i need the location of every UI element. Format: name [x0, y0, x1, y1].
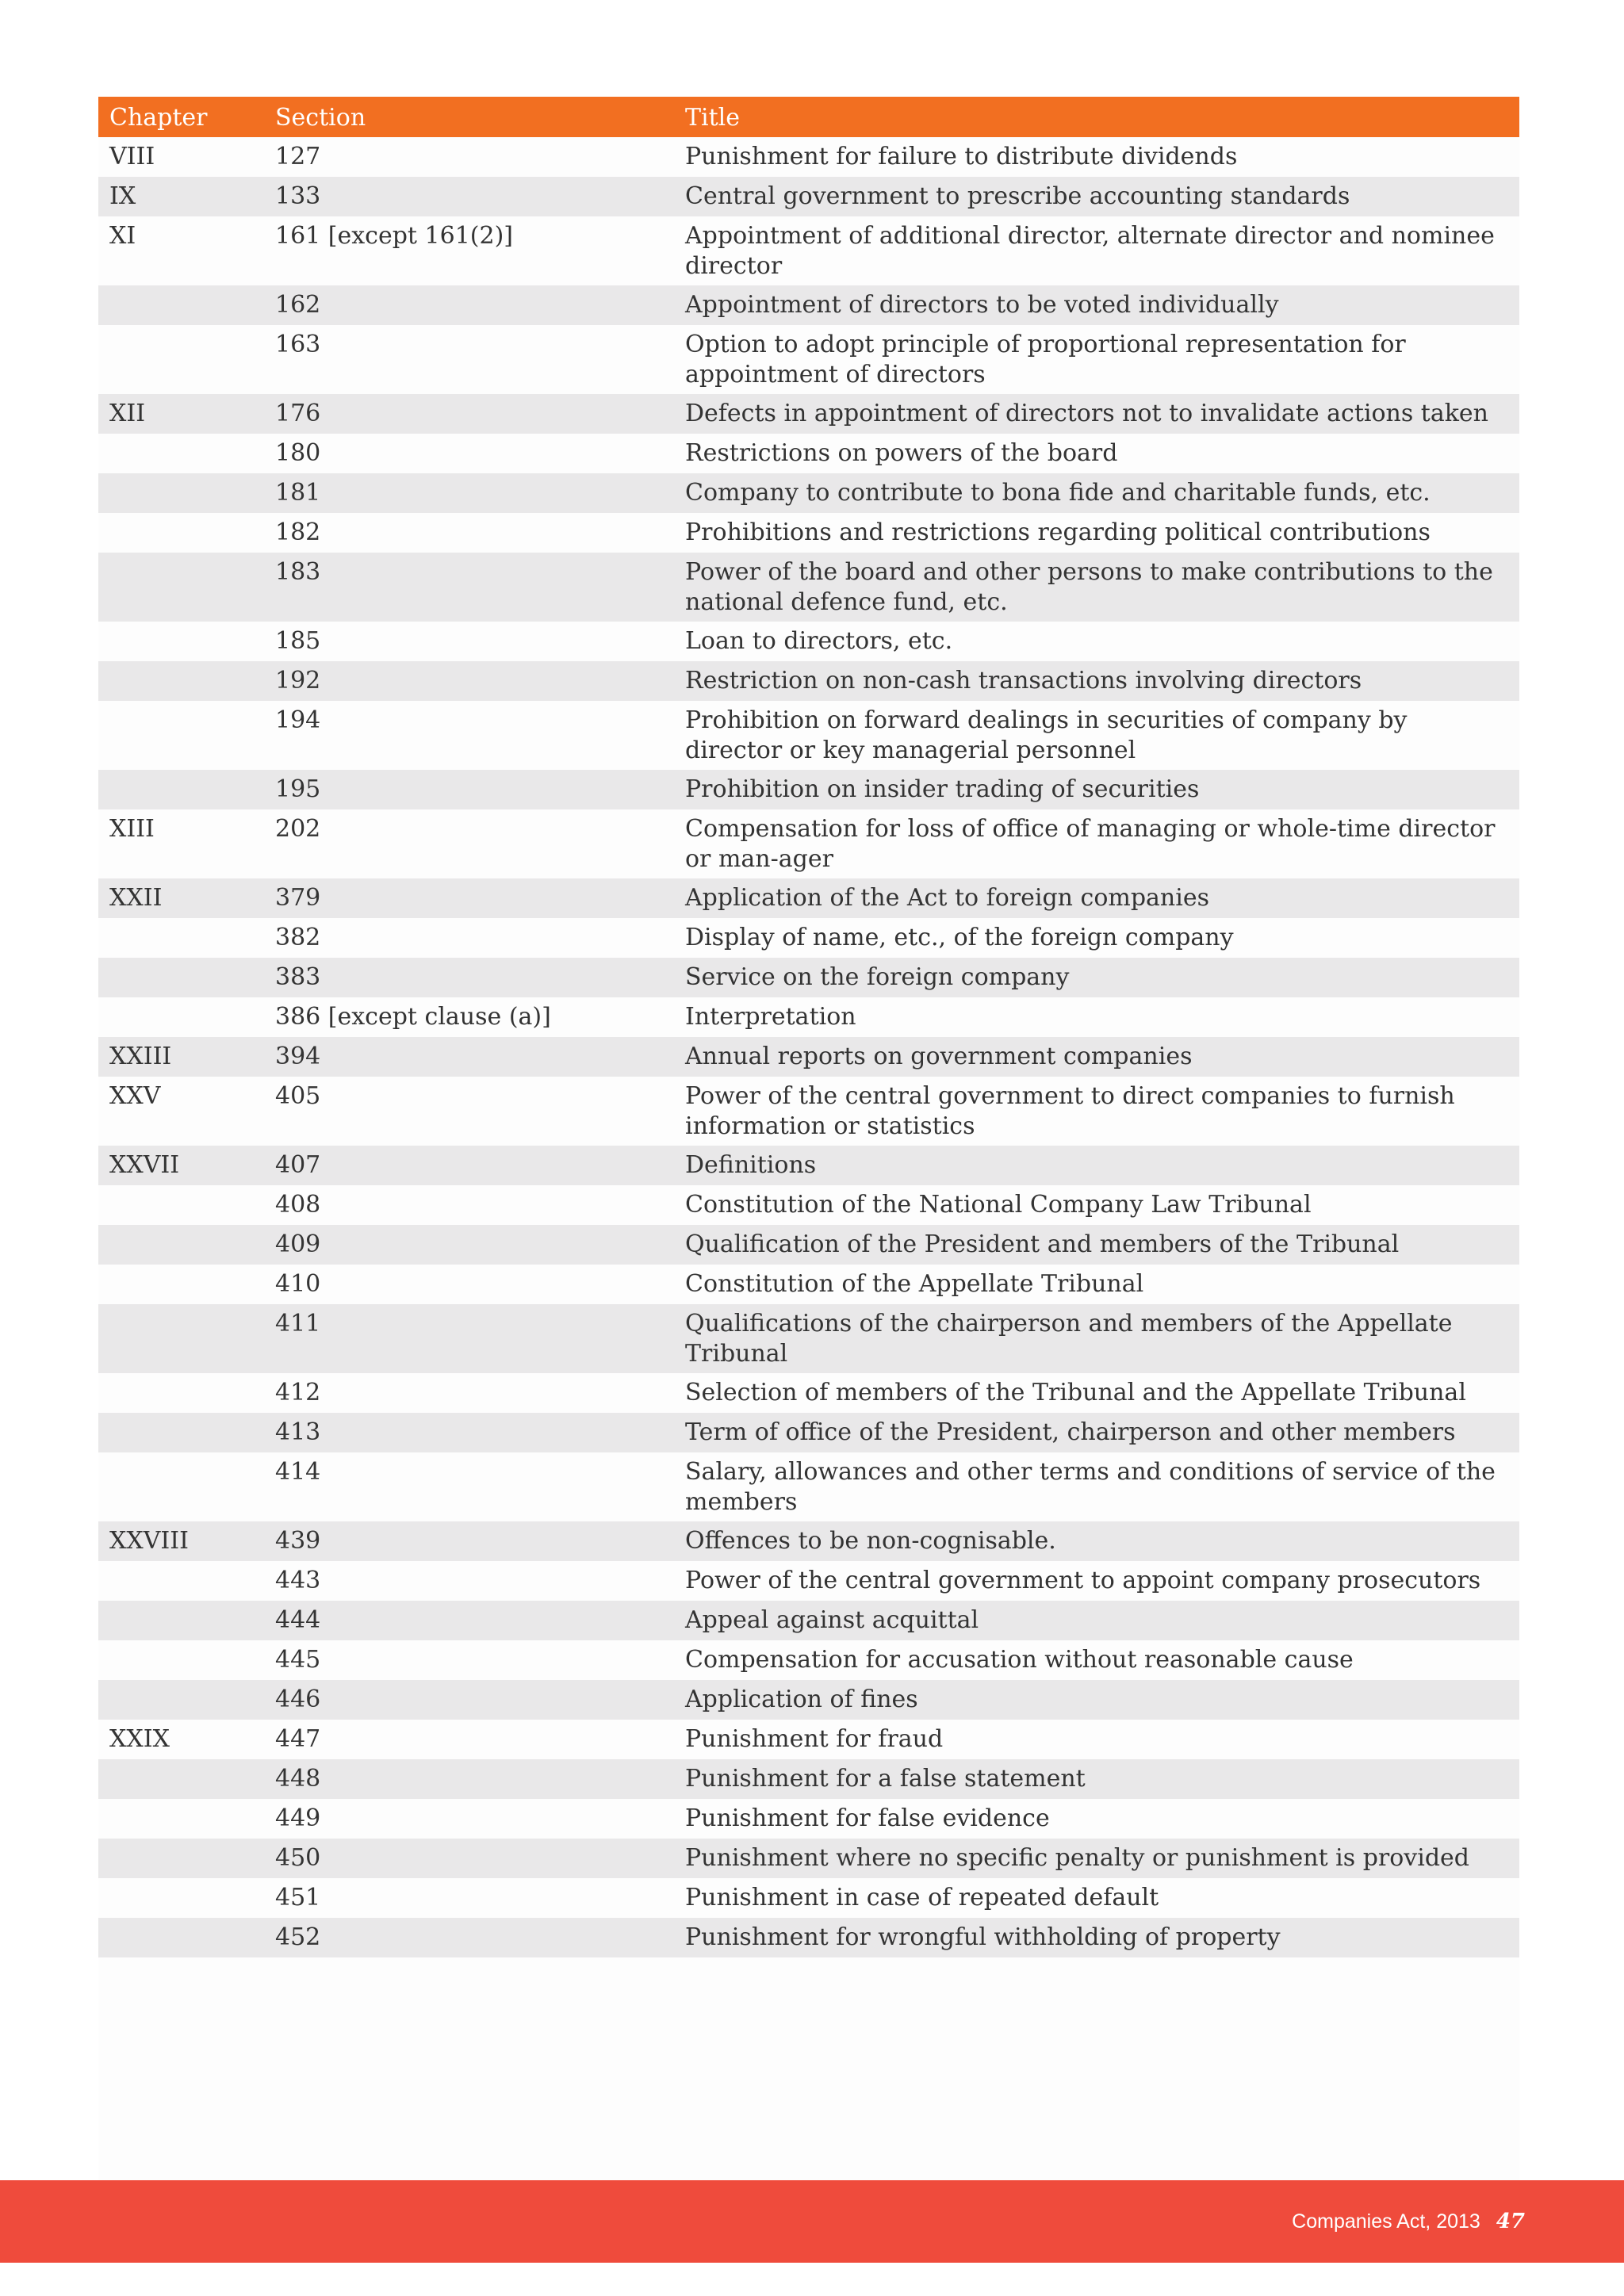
table-row	[98, 958, 1519, 997]
table-row	[98, 878, 1519, 918]
table-row	[98, 1878, 1519, 1918]
chapter-cell	[98, 553, 264, 622]
title-cell: Option to adopt principle of proportional representation for appointment of directors	[685, 331, 1406, 388]
title-cell: Central government to prescribe accounting standards	[685, 182, 1350, 210]
section-cell: 181	[275, 479, 321, 507]
chapter-cell	[98, 325, 264, 394]
title-cell: Restriction on non-cash transactions involving directors	[685, 667, 1362, 695]
header-chapter: Chapter	[109, 103, 208, 132]
chapter-cell	[98, 1799, 264, 1839]
table-row	[98, 1077, 1519, 1146]
section-cell: 183	[275, 558, 321, 586]
table-row	[98, 473, 1519, 513]
table-row	[98, 513, 1519, 553]
title-cell: Punishment for wrongful withholding of property	[685, 1923, 1281, 1951]
chapter-cell	[98, 918, 264, 958]
chapter-cell	[98, 1640, 264, 1680]
chapter-cell	[98, 434, 264, 473]
chapter-cell: XXIII	[109, 1043, 172, 1070]
chapter-cell	[98, 1304, 264, 1373]
chapter-cell	[98, 701, 264, 770]
sections-table	[98, 97, 1519, 1957]
table-row	[98, 137, 1519, 177]
title-cell: Punishment where no specific penalty or punishment is provided	[685, 1844, 1470, 1872]
title-cell: Application of fines	[685, 1686, 918, 1713]
section-cell: 407	[275, 1151, 321, 1179]
table-row	[98, 1185, 1519, 1225]
section-cell: 451	[275, 1884, 321, 1911]
chapter-cell	[98, 1561, 264, 1601]
chapter-cell	[98, 1265, 264, 1304]
title-cell: Qualification of the President and members of the Tribunal	[685, 1230, 1400, 1258]
chapter-cell	[98, 1759, 264, 1799]
header-section: Section	[275, 103, 366, 132]
title-cell: Punishment for false evidence	[685, 1804, 1050, 1832]
header-title: Title	[685, 103, 741, 132]
section-cell: 176	[275, 400, 321, 427]
chapter-cell	[98, 1918, 264, 1957]
title-cell: Appeal against acquittal	[685, 1606, 979, 1634]
chapter-cell	[98, 1225, 264, 1265]
table-row	[98, 1799, 1519, 1839]
section-cell: 409	[275, 1230, 321, 1258]
section-cell: 202	[275, 815, 321, 843]
title-cell: Company to contribute to bona fide and charitable funds, etc.	[685, 479, 1431, 507]
table-row	[98, 285, 1519, 325]
title-cell: Application of the Act to foreign companies	[685, 884, 1209, 912]
table-row	[98, 553, 1519, 622]
chapter-cell	[98, 1373, 264, 1413]
title-cell: Salary, allowances and other terms and conditions of service of the members	[685, 1458, 1496, 1516]
table-row	[98, 1561, 1519, 1601]
footer-text	[1292, 2209, 1525, 2234]
chapter-cell: XXV	[109, 1082, 161, 1110]
section-cell: 444	[275, 1606, 321, 1634]
title-cell: Qualifications of the chairperson and members of the Appellate Tribunal	[685, 1310, 1453, 1368]
chapter-cell: XXVII	[109, 1151, 180, 1179]
chapter-cell	[98, 1601, 264, 1640]
chapter-cell	[98, 622, 264, 661]
section-cell: 450	[275, 1844, 321, 1872]
table-row	[98, 325, 1519, 394]
section-cell: 439	[275, 1527, 321, 1555]
table-row	[98, 434, 1519, 473]
section-cell: 194	[275, 706, 321, 734]
section-cell: 182	[275, 519, 321, 546]
chapter-cell	[98, 1185, 264, 1225]
table-row	[98, 1452, 1519, 1521]
title-cell: Punishment for a false statement	[685, 1765, 1086, 1793]
table-header	[98, 97, 1519, 137]
title-cell: Punishment for failure to distribute dividends	[685, 143, 1238, 170]
chapter-cell	[98, 770, 264, 809]
section-cell: 379	[275, 884, 321, 912]
table-row	[98, 1413, 1519, 1452]
section-cell: 452	[275, 1923, 321, 1951]
chapter-cell	[98, 1452, 264, 1521]
table-row	[98, 1304, 1519, 1373]
table-row	[98, 1720, 1519, 1759]
chapter-cell	[98, 958, 264, 997]
title-cell: Appointment of additional director, alternate director and nominee director	[685, 222, 1495, 280]
chapter-cell: IX	[109, 182, 136, 210]
chapter-cell	[98, 997, 264, 1037]
section-cell: 449	[275, 1804, 321, 1832]
title-cell: Compensation for loss of office of managing or whole-time director or man-ager	[685, 815, 1496, 873]
chapter-cell	[98, 1413, 264, 1452]
table-row	[98, 997, 1519, 1037]
table-body	[98, 137, 1519, 1957]
title-cell: Offences to be non-cognisable.	[685, 1527, 1056, 1555]
header-row	[98, 97, 1519, 137]
table-row	[98, 1640, 1519, 1680]
section-cell: 163	[275, 331, 321, 358]
table-row	[98, 1521, 1519, 1561]
title-cell: Punishment for fraud	[685, 1725, 944, 1753]
table-row	[98, 770, 1519, 809]
chapter-cell: XI	[109, 222, 136, 250]
table-row	[98, 394, 1519, 434]
table-row	[98, 1373, 1519, 1413]
section-cell: 185	[275, 627, 321, 655]
title-cell: Definitions	[685, 1151, 817, 1179]
chapter-cell	[98, 1680, 264, 1720]
section-cell: 192	[275, 667, 321, 695]
chapter-cell	[98, 1839, 264, 1878]
title-cell: Term of office of the President, chairperson and other members	[685, 1418, 1456, 1446]
table-row	[98, 622, 1519, 661]
section-cell: 443	[275, 1567, 321, 1594]
table-row	[98, 701, 1519, 770]
title-cell: Interpretation	[685, 1003, 856, 1031]
section-cell: 412	[275, 1379, 321, 1406]
title-cell: Defects in appointment of directors not to invalidate actions taken	[685, 400, 1488, 427]
section-cell: 445	[275, 1646, 321, 1674]
table-row	[98, 1265, 1519, 1304]
title-cell: Power of the board and other persons to make contributions to the national defence fund, etc.	[685, 558, 1493, 616]
chapter-cell: VIII	[109, 143, 155, 170]
section-cell: 127	[275, 143, 321, 170]
section-cell: 180	[275, 439, 321, 467]
title-cell: Constitution of the Appellate Tribunal	[685, 1270, 1144, 1298]
section-cell: 195	[275, 775, 321, 803]
title-cell: Punishment in case of repeated default	[685, 1884, 1159, 1911]
title-cell: Compensation for accusation without reasonable cause	[685, 1646, 1354, 1674]
table-row	[98, 661, 1519, 701]
table-row	[98, 1146, 1519, 1185]
section-cell: 414	[275, 1458, 321, 1486]
title-cell: Prohibition on insider trading of securities	[685, 775, 1200, 803]
section-cell: 447	[275, 1725, 321, 1753]
title-cell: Power of the central government to appoint company prosecutors	[685, 1567, 1481, 1594]
chapter-cell	[98, 513, 264, 553]
section-cell: 413	[275, 1418, 321, 1446]
title-cell: Loan to directors, etc.	[685, 627, 953, 655]
section-cell: 446	[275, 1686, 321, 1713]
table-row	[98, 1037, 1519, 1077]
section-cell: 405	[275, 1082, 321, 1110]
title-cell: Selection of members of the Tribunal and the Appellate Tribunal	[685, 1379, 1466, 1406]
title-cell: Service on the foreign company	[685, 963, 1070, 991]
table-row	[98, 1225, 1519, 1265]
section-cell: 394	[275, 1043, 321, 1070]
table-row	[98, 216, 1519, 285]
section-cell: 410	[275, 1270, 321, 1298]
chapter-cell: XII	[109, 400, 146, 427]
table-row	[98, 1601, 1519, 1640]
table-row	[98, 1680, 1519, 1720]
table-row	[98, 809, 1519, 878]
title-cell: Appointment of directors to be voted individually	[685, 291, 1279, 319]
section-cell: 386 [except clause (a)]	[275, 1003, 551, 1031]
section-cell: 161 [except 161(2)]	[275, 222, 513, 250]
chapter-cell: XXVIII	[109, 1527, 189, 1555]
chapter-cell: XIII	[109, 815, 155, 843]
chapter-cell: XXIX	[109, 1725, 170, 1753]
title-cell: Prohibitions and restrictions regarding political contributions	[685, 519, 1431, 546]
footer-document-title: Companies Act, 2013	[1292, 2210, 1480, 2233]
footer-bar	[0, 2180, 1624, 2263]
chapter-cell	[98, 661, 264, 701]
title-cell: Display of name, etc., of the foreign company	[685, 924, 1234, 951]
section-cell: 411	[275, 1310, 321, 1337]
chapter-cell	[98, 1878, 264, 1918]
chapter-cell	[98, 285, 264, 325]
section-cell: 382	[275, 924, 321, 951]
title-cell: Constitution of the National Company Law Tribunal	[685, 1191, 1312, 1219]
table-row	[98, 1759, 1519, 1799]
section-cell: 133	[275, 182, 321, 210]
title-cell: Annual reports on government companies	[685, 1043, 1193, 1070]
section-cell: 448	[275, 1765, 321, 1793]
title-cell: Power of the central government to direct companies to furnish information or statistics	[685, 1082, 1455, 1140]
table-row	[98, 1839, 1519, 1878]
chapter-cell: XXII	[109, 884, 163, 912]
section-cell: 408	[275, 1191, 321, 1219]
title-cell: Restrictions on powers of the board	[685, 439, 1118, 467]
table-row	[98, 1918, 1519, 1957]
section-cell: 383	[275, 963, 321, 991]
section-cell: 162	[275, 291, 321, 319]
title-cell: Prohibition on forward dealings in securities of company by director or key managerial personnel	[685, 706, 1408, 764]
table-row	[98, 177, 1519, 216]
table-row	[98, 918, 1519, 958]
chapter-cell	[98, 473, 264, 513]
page-number: 47	[1496, 2210, 1525, 2233]
